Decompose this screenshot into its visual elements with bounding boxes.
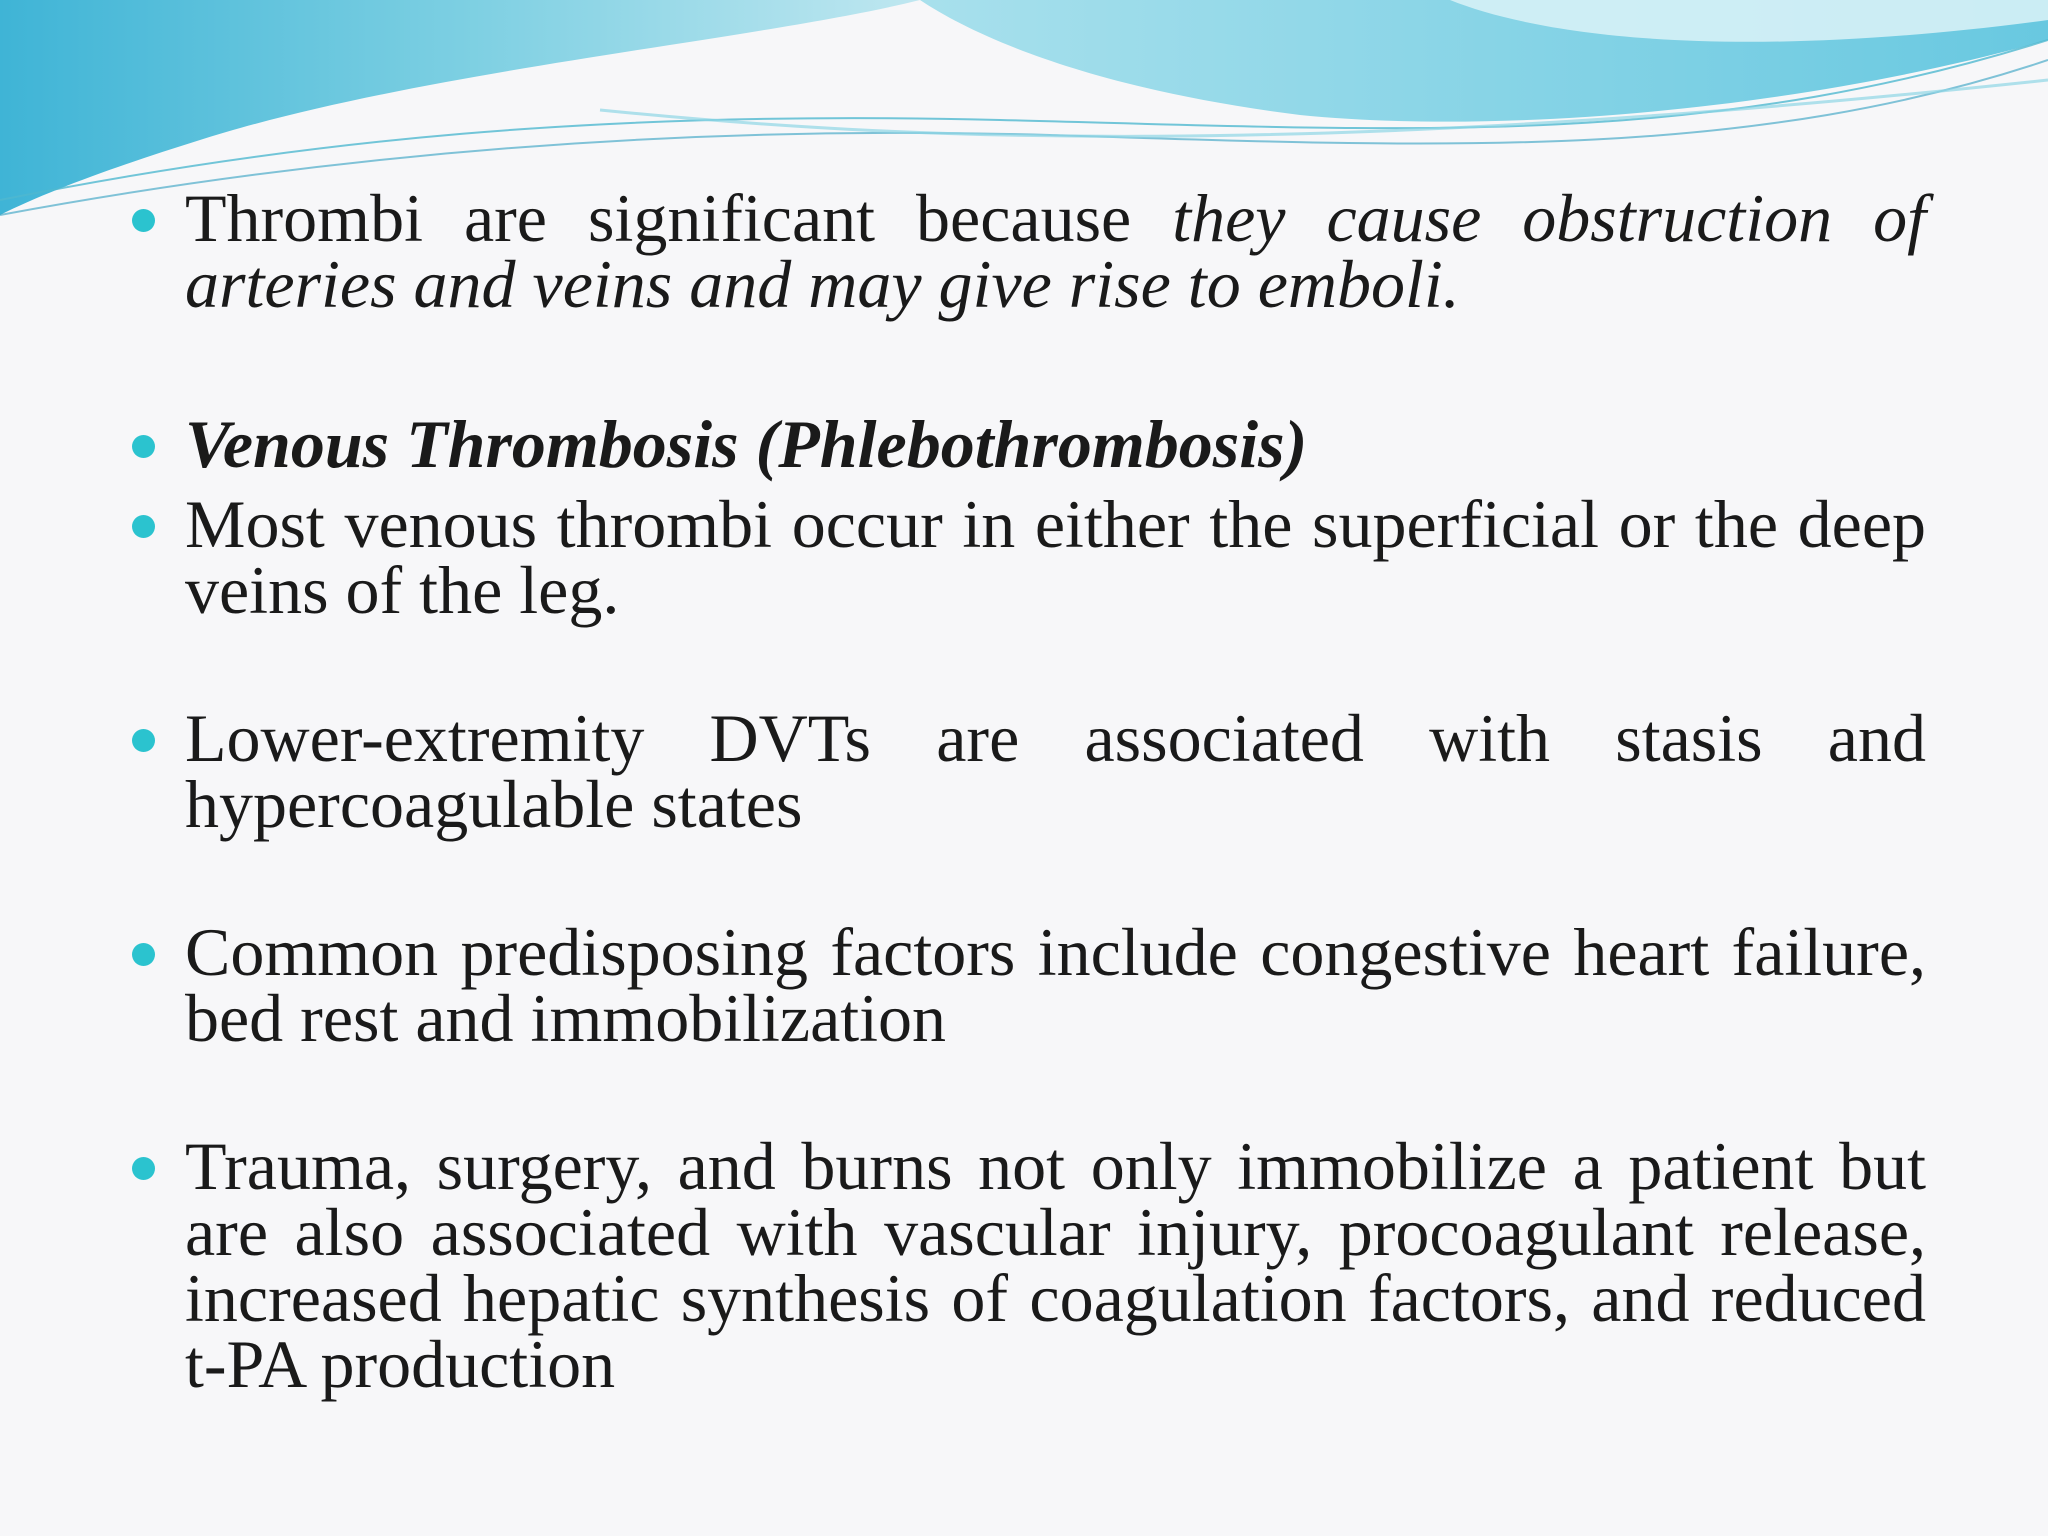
bullet-dot-icon	[132, 729, 155, 752]
bullet-list	[130, 180, 1926, 1402]
bullet-text: Trauma, surgery, and burns not only immobilize a patient but are also associated with vascular injury, procoagulant release, increased hepatic synthesis of coagulation factors, and reduced t-PA production	[185, 1128, 1926, 1402]
bullet-dot-icon	[132, 515, 155, 538]
bullet-lower-extremity-dvts	[130, 700, 1926, 842]
bullet-text-italic: they cause obstruction of arteries and veins and may give rise to emboli.	[185, 180, 1926, 322]
bullet-text-plain: Thrombi are significant because	[185, 180, 1173, 256]
bullet-venous-thrombosis-heading	[130, 406, 1926, 482]
bullet-text: Common predisposing factors include congestive heart failure, bed rest and immobilization	[185, 914, 1926, 1056]
bullet-venous-thrombi-location	[130, 486, 1926, 628]
bullet-text: Lower-extremity DVTs are associated with stasis and hypercoagulable states	[185, 700, 1926, 842]
bullet-dot-icon	[132, 1157, 155, 1180]
bullet-thrombi-significance	[130, 180, 1926, 322]
bullet-text: Most venous thrombi occur in either the superficial or the deep veins of the leg.	[185, 486, 1926, 628]
bullet-trauma-surgery-burns	[130, 1128, 1926, 1402]
bullet-dot-icon	[132, 209, 155, 232]
bullet-dot-icon	[132, 435, 155, 458]
bullet-dot-icon	[132, 943, 155, 966]
bullet-predisposing-factors	[130, 914, 1926, 1056]
bullet-text-bold-italic: Venous Thrombosis (Phlebothrombosis)	[185, 406, 1308, 482]
